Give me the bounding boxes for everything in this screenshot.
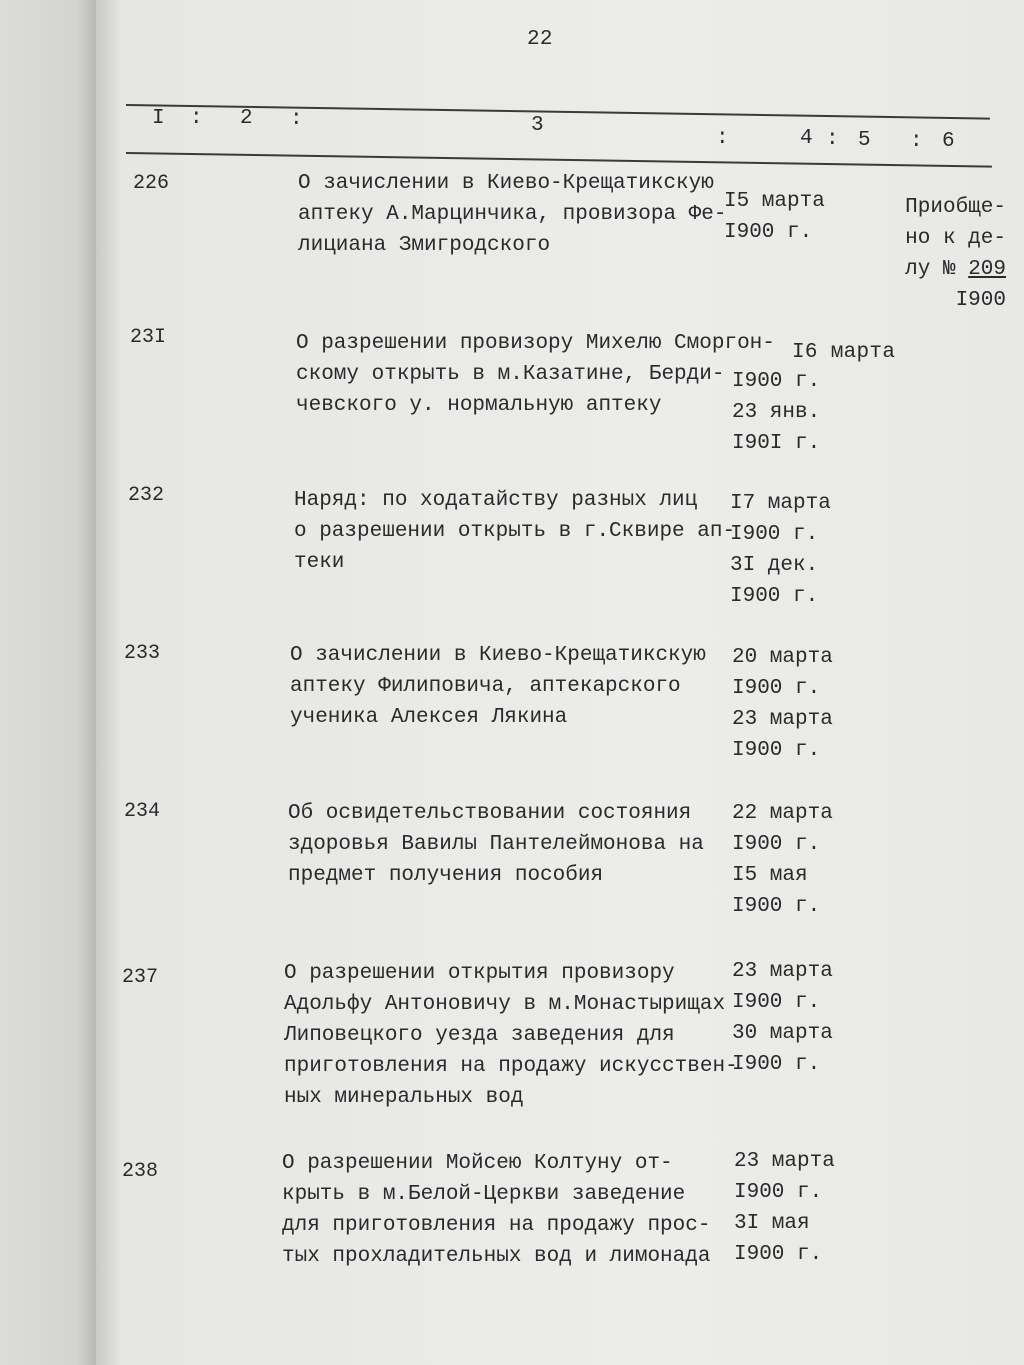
header-col-5: 5 [858,129,871,152]
description-line: тых прохладительных вод и лимонада [282,1245,711,1268]
header-sep: : [910,130,923,153]
note-prefix: лу № [905,258,956,281]
entry-number: 23I [130,326,167,349]
entry-dates [730,488,831,612]
description-line: приготовления на продажу искусствен- [284,1055,738,1078]
date-line: 22 марта [732,802,833,825]
date-line: I900 г. [732,739,821,762]
date-line: I900 г. [732,370,821,393]
date-line: 30 марта [732,1022,833,1045]
date-line: 23 марта [732,960,833,983]
entry-dates [734,1146,835,1270]
description-line: о разрешении открыть в г.Сквире ап- [294,520,736,543]
header-col-4: 4 [800,127,813,150]
description-line: лициана Змигродского [298,234,551,257]
header-sep: : [826,128,839,151]
entry-description [288,798,738,891]
date-line: 3I мая [734,1212,810,1235]
header-sep: : [290,108,303,131]
description-line: Об освидетельствовании состояния [288,802,692,825]
description-line: предмет получения пособия [288,864,604,887]
case-number: 209 [968,258,1006,281]
date-line: I900 г. [732,895,821,918]
description-line: Липовецкого уезда заведения для [284,1024,675,1047]
note-line [896,254,1006,285]
entry-dates [732,642,833,766]
description-line: О зачислении в Киево-Крещатикскую [290,644,706,667]
description-line: чевского у. нормальную аптеку [296,394,662,417]
date-line: I90I г. [732,432,821,455]
date-line: I5 марта [724,190,825,213]
date-line: I900 г. [732,677,821,700]
description-line: ученика Алексея Лякина [290,706,568,729]
description-line: крыть в м.Белой-Церкви заведение [282,1183,686,1206]
date-line: 3I дек. [730,554,819,577]
description-line: для приготовления на продажу прос- [282,1214,711,1237]
entry-number: 238 [122,1160,159,1183]
header-sep: : [190,107,203,130]
date-line: I900 г. [734,1243,823,1266]
date-line: I900 г. [730,585,819,608]
entry-description [284,958,738,1113]
description-line: Наряд: по ходатайству разных лиц [294,489,698,512]
date-line: 23 янв. [732,401,821,424]
entry-number: 226 [133,172,170,195]
description-line: О зачислении в Киево-Крещатикскую [298,172,714,195]
binding-margin [0,0,96,1365]
date-line: I7 марта [730,492,831,515]
entry-number: 234 [124,800,161,823]
entry-number: 232 [128,484,165,507]
description-line: О разрешении Мойсею Колтуну от- [282,1152,673,1175]
date-line: 20 марта [732,646,833,669]
header-col-1: I [152,107,165,130]
description-line: здоровья Вавилы Пантелеймонова на [288,833,704,856]
description-line: ных минеральных вод [284,1086,524,1109]
date-line: 23 марта [732,708,833,731]
date-line: I900 г. [732,833,821,856]
note-line: но к де- [905,227,1006,250]
date-line: I900 г. [724,221,813,244]
header-sep: : [716,127,729,150]
entry-description [290,640,740,733]
date-line: I6 марта [792,341,896,364]
description-line: О разрешении открытия провизору [284,962,675,985]
description-line: аптеку Филиповича, аптекарского [290,675,681,698]
header-col-2: 2 [240,107,253,130]
entry-description [298,168,748,261]
header-col-3: 3 [531,114,544,137]
date-line: I900 г. [732,1053,821,1076]
entry-description [282,1148,732,1272]
description-line: О разрешении провизору Михелю Сморгон- [296,332,775,355]
description-line: аптеку А.Марцинчика, провизора Фе- [298,203,727,226]
entry-dates [732,798,833,922]
note-line: Приобще- [905,196,1006,219]
description-line: теки [294,551,345,574]
date-line: I5 мая [732,864,808,887]
entry-description [294,485,744,578]
description-line: скому открыть в м.Казатине, Берди- [296,363,725,386]
entry-dates [724,186,825,248]
date-line: I900 г. [732,991,821,1014]
entry-dates [732,366,820,459]
entry-number: 237 [122,966,159,989]
page-number: 22 [527,28,553,51]
date-line: 23 марта [734,1150,835,1173]
date-line: I900 г. [734,1181,823,1204]
note-line: I900 [955,289,1006,312]
annotation-note [896,192,1006,316]
header-col-6: 6 [942,130,955,153]
entry-number: 233 [124,642,161,665]
description-line: Адольфу Антоновичу в м.Монастырищах [284,993,726,1016]
entry-dates [732,956,833,1080]
date-line: I900 г. [730,523,819,546]
